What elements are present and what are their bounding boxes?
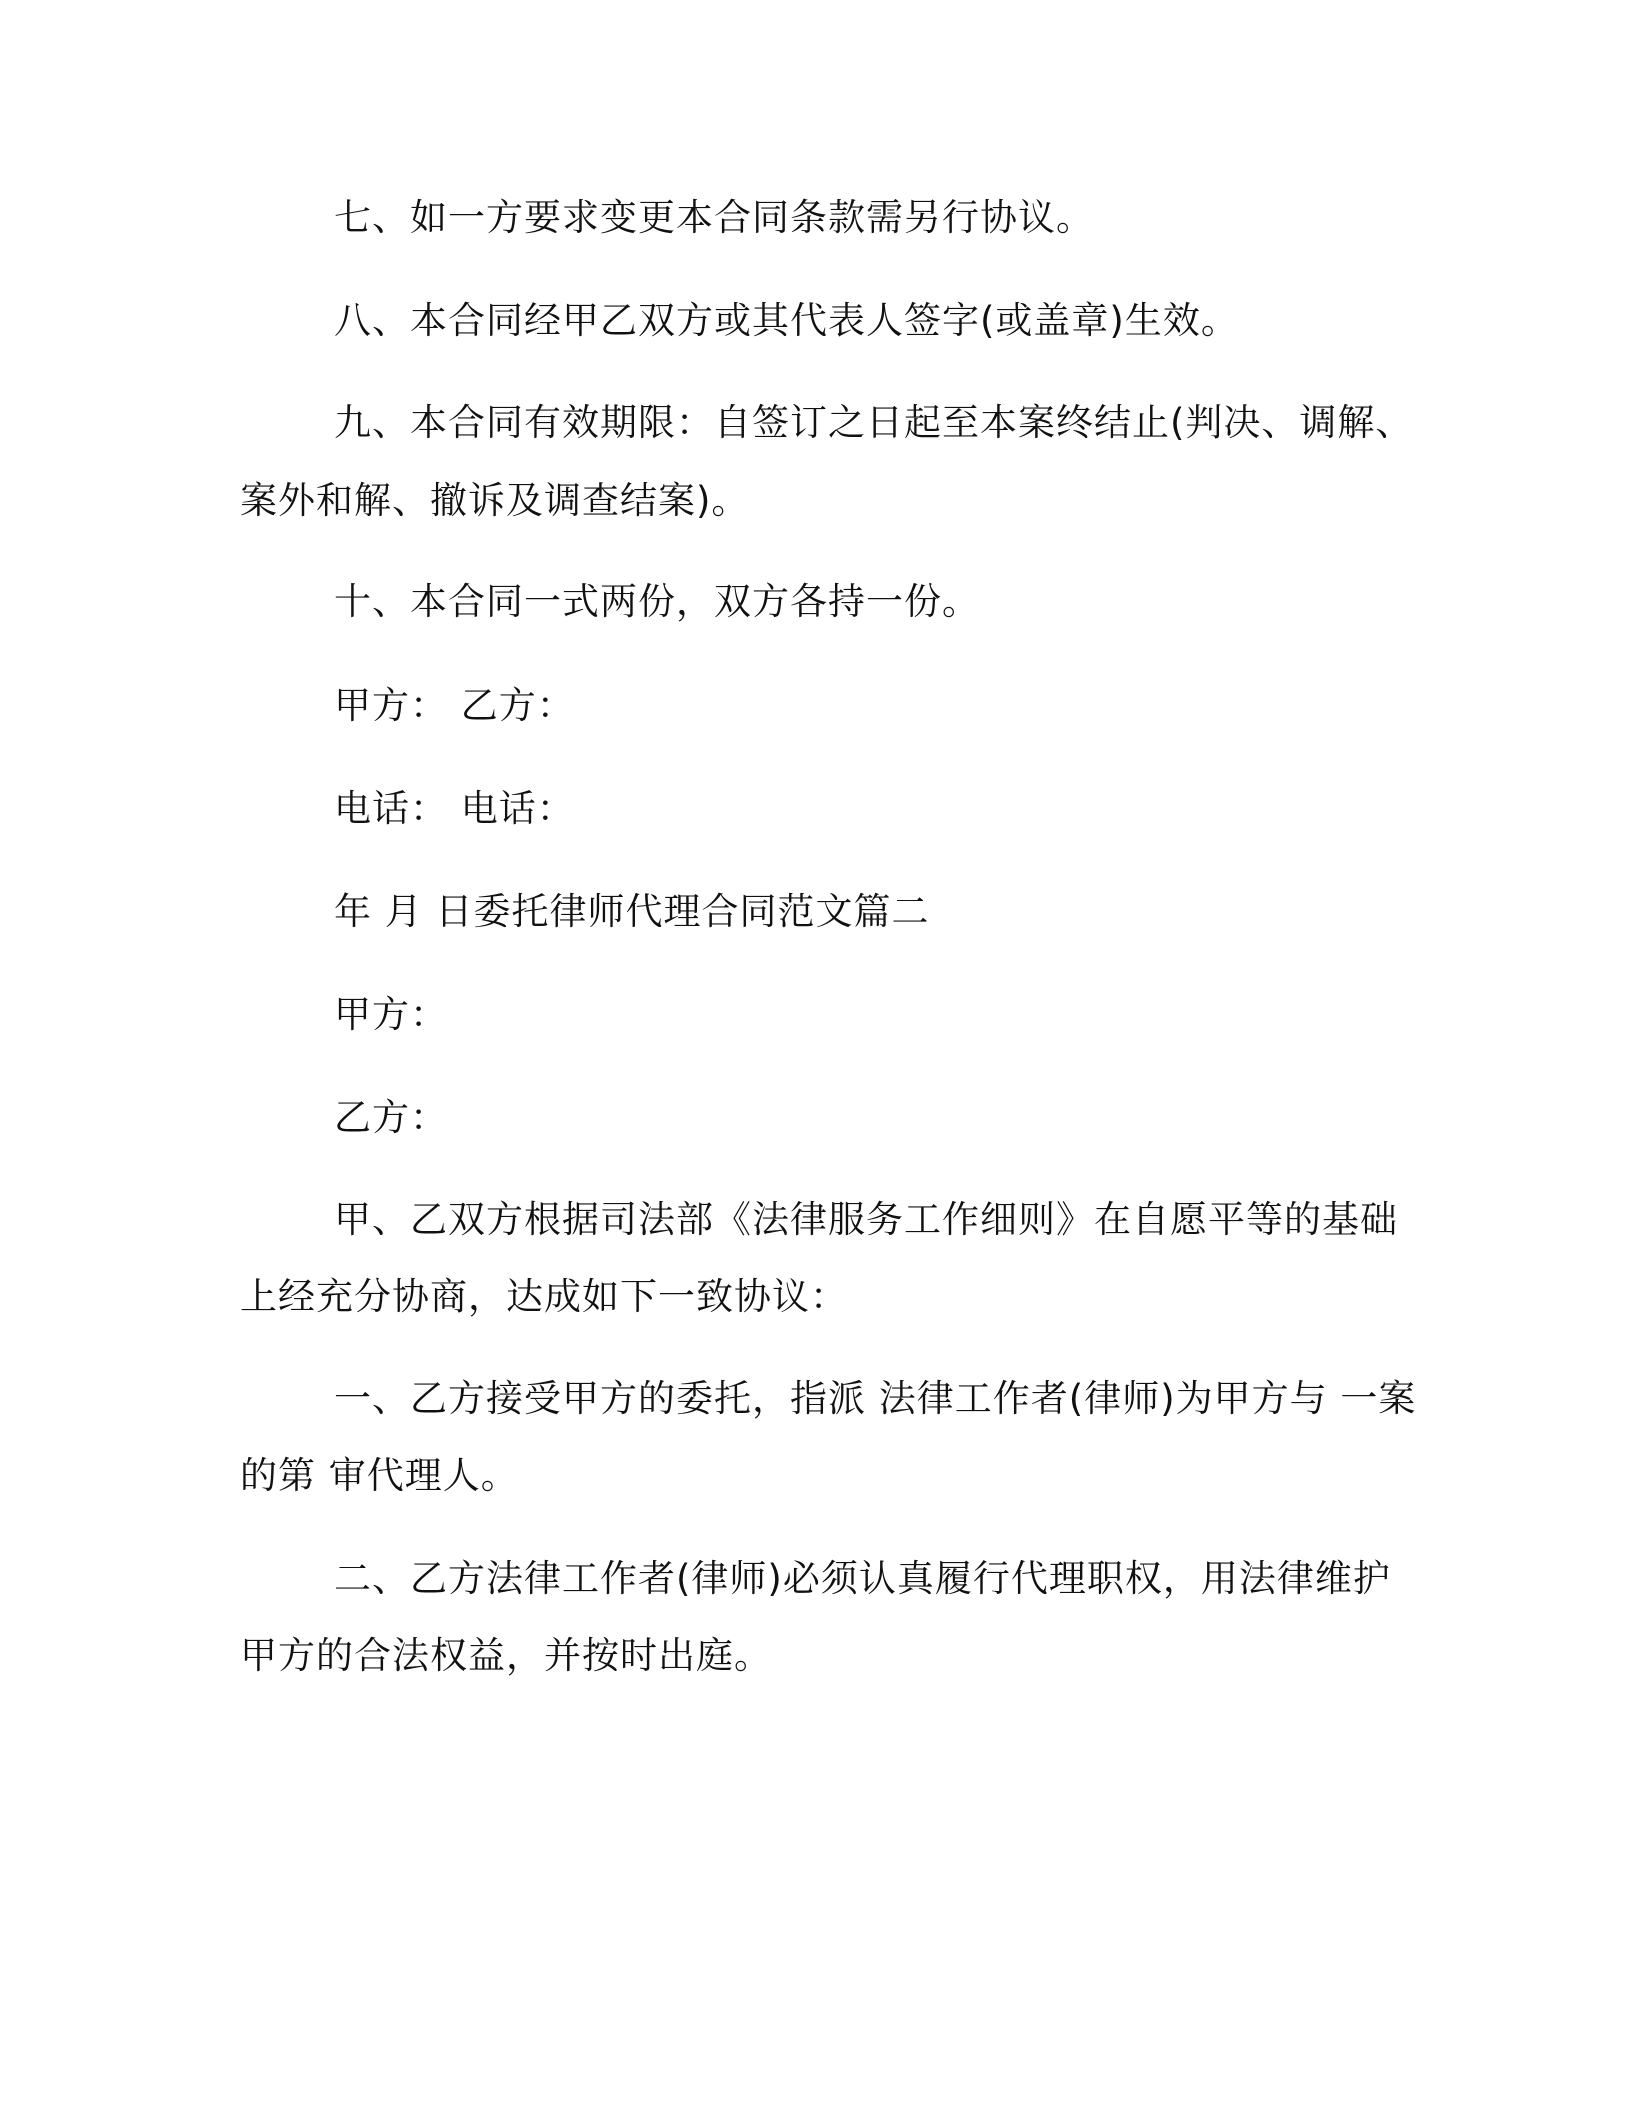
article-1-line-1: 一、乙方接受甲方的委托，指派 法律工作者(律师)为甲方与 一案 xyxy=(334,1377,1417,1420)
clause-9-line-2: 案外和解、撤诉及调查结案)。 xyxy=(240,479,750,522)
clause-8-text: 八、本合同经甲乙双方或其代表人签字(或盖章)生效。 xyxy=(334,299,1239,342)
party-a-label: 甲方： xyxy=(334,993,448,1036)
article-2-line-2: 甲方的合法权益，并按时出庭。 xyxy=(240,1634,772,1677)
party-b-label: 乙方： xyxy=(334,1096,448,1139)
preamble-line-1: 甲、乙双方根据司法部《法律服务工作细则》在自愿平等的基础 xyxy=(334,1198,1398,1241)
clause-7-text: 七、如一方要求变更本合同条款需另行协议。 xyxy=(334,196,1094,239)
preamble-line-2: 上经充分协商，达成如下一致协议： xyxy=(240,1275,848,1318)
article-2-line-1: 二、乙方法律工作者(律师)必须认真履行代理职权，用法律维护 xyxy=(334,1557,1391,1600)
article-1-line-2: 的第 审代理人。 xyxy=(240,1454,519,1497)
date-and-section-title: 年 月 日委托律师代理合同范文篇二 xyxy=(334,890,930,933)
phone-labels: 电话： 电话： xyxy=(334,787,575,830)
clause-10-text: 十、本合同一式两份，双方各持一份。 xyxy=(334,580,980,623)
clause-9-line-1: 九、本合同有效期限：自签订之日起至本案终结止(判决、调解、 xyxy=(334,401,1414,444)
party-a-b-label: 甲方： 乙方： xyxy=(334,684,575,727)
